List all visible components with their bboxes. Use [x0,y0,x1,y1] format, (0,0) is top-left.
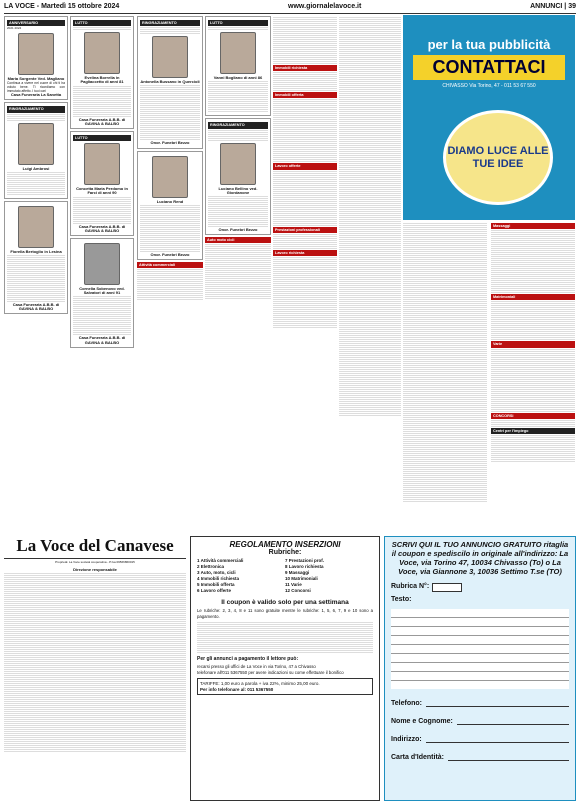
portrait-photo [84,32,120,74]
tariffe-text: TARIFFE: 1,00 euro a parola + iva 22%, minimo 25,00 euro. [200,681,320,686]
column-5 [273,16,337,329]
carta-identita-label: Carta d'Identità: [391,754,445,761]
ad-line-3: CHIVASSO Via Torino, 47 - 011 53 67 550 [442,83,536,89]
anniversario-text: Continua a vivere nel cuore di chi ti ha voluto bene. Ti ricordiamo con immutato affetto. I tuoi cari [7,81,65,94]
rubriche-title: Rubriche: [268,549,302,556]
regolamento-title: REGOLAMENTO INSERZIONI [229,540,341,549]
column-2 [70,16,134,350]
centri-impiego-title: Centri per l'impiego [491,428,575,434]
header-url[interactable]: www.giornalelavoce.it [288,3,362,10]
rubrica-label: Rubrica N°: [391,583,430,590]
col3-sign: Onor. Funebri Bezzo [218,227,258,233]
nome-label: Nome e Cognome: [391,718,453,725]
ringraziamento-box-2 [137,16,203,149]
ad-line-1: per la tua pubblicità [427,37,551,52]
testo-input[interactable] [391,609,569,689]
ringraziamento-title-2: RINGRAZIAMENTO [140,20,200,26]
indirizzo-field[interactable] [391,735,569,743]
telefono-input[interactable] [426,699,569,707]
luciano-sign: Onor. Funebri Bezzo [150,251,190,257]
indirizzo-label: Indirizzo: [391,736,422,743]
ringraziamento-sign-2: Onor. Funebri Bezzo [150,140,190,146]
pay-item-2: telefonare all'011 5367550 per avere indicazioni su come effettuare il bonifico [197,669,344,675]
rubrica-item: 10 Matrimoniali [285,576,318,581]
col7b [491,222,575,503]
coupon-title: Il coupon è valido solo per una settimana [221,599,349,606]
nome-field[interactable] [391,717,569,725]
fiorella-name: Fiorella Bertoglio in Lesina [10,248,62,254]
cornelia-name: Cornelia Sobenovo ved. Salvatori di anni 91 [79,286,125,296]
lavoro-offerte-title: Lavoro offerte [273,163,337,169]
ringraziamento-title: RINGRAZIAMENTO [7,106,65,112]
advertisement[interactable] [403,15,575,220]
testo-label: Testo: [391,596,412,603]
lutto-title-2: LUTTO [73,135,131,141]
anniversario-dates: 2021 2024 [7,26,22,31]
carta-identita-input[interactable] [448,753,569,761]
vanni-name: Vanni Bogliano di anni 86 [213,75,263,81]
lightbulb-icon [443,110,553,205]
info-text: Per info telefonare al: 011 5367550 [200,686,274,692]
portrait-photo [152,156,188,198]
portrait-photo [18,206,54,248]
luciano-box [137,151,203,260]
lutto-sign-1: Casa Funeraria A.B.B. di GAVINA & BALBO [78,116,126,126]
luciano-name: Luciano Rend [156,198,184,204]
direzione-title: Direzione responsabile [73,566,117,572]
lutto-name-1: Evelina Borrella in Pagliaccetto di anni 81 [80,75,124,85]
anniversario-name: Maria Sorgente Ved. Magliano [7,75,65,81]
rubrica-item: 8 Lavoro richiesta [285,564,324,569]
rubrica-item: 7 Prestazioni prof. [285,558,325,563]
concorsi-title: CONCORSI [491,413,575,419]
lutto-box-2 [70,131,134,236]
portrait-photo [84,243,120,285]
lutto-box-3 [205,16,271,116]
cornelia-sign: Casa Funeraria A.B.B. di GAVINA & BALBO [78,335,126,345]
portrait-photo [18,33,54,75]
page-header [4,3,576,14]
portrait-photo [18,123,54,165]
immobili-offerta-title: Immobili offerta [273,92,337,98]
portrait-photo [220,32,256,74]
lutto-title-3: LUTTO [208,20,268,26]
rubrica-item: 12 Concorsi [285,588,311,593]
masthead-title: La Voce del Canavese [4,536,186,559]
coupon-form [384,536,576,801]
prestazioni-title: Prestazioni professionali [273,227,337,233]
telefono-label: Telefono: [391,700,422,707]
rubrica-item: 11 Varie [285,582,302,587]
rubrica-item: 9 Massaggi [285,570,310,575]
column-3 [137,16,203,301]
lutto-box-1 [70,16,134,129]
attivita-title: Attività commerciali [137,262,203,268]
column-7 [403,222,575,503]
portrait-photo [84,143,120,185]
lutto-sign-2: Casa Funeraria A.B.B. di GAVINA & BALBO [78,223,126,233]
portrait-photo [152,36,188,78]
varie-title: Varie [491,341,575,347]
nome-input[interactable] [457,717,569,725]
tariffe-box [197,678,373,695]
header-left: LA VOCE - Martedì 15 ottobre 2024 [4,3,120,10]
rubrica-item: 2 Elettronica [197,564,225,569]
masthead-text: Proprietà: La Voce società cooperativa - P.Iva 09566860015 [55,560,135,564]
rubrica-item: 3 Auto, moto, cicli [197,570,236,575]
anniversario-box [4,16,68,100]
rubrica-field[interactable] [391,583,569,592]
ad-bulb-text: DIAMO LUCE ALLE TUE IDEE [447,144,549,170]
auto-moto-title: Auto moto cicli [205,237,271,243]
cornelia-box [70,238,134,348]
col7a [403,222,487,503]
ringraziamento-name-2: Antonella Bussano in Quercioli [140,79,200,85]
ringraziamento-box [4,102,68,198]
column-1 [4,16,68,316]
lutto-name-2: Concetta Maria Perdomo in Farci di anni 90 [76,186,128,196]
masthead-box [4,536,186,801]
ringraziamento-title-3: RINGRAZIAMENTO [208,122,268,128]
matrimoniali-title: Matrimoniali [491,294,575,300]
ringraziamento-name: Luigi Ambrosi [22,165,50,171]
pay-item-1: recarsi presso gli uffici de La Voce in via Torino, 47 a Chivasso [197,664,316,669]
rubriche-list [191,556,379,596]
rubrica-item: 5 Immobili offerta [197,582,235,587]
telefono-field[interactable] [391,699,569,707]
ringraziamento-box-3 [205,118,271,235]
indirizzo-input[interactable] [426,735,569,743]
luciano-bellino-name: Luciano Bellino ved. Giordanone [218,185,258,195]
rubrica-item: 6 Lavoro offerte [197,588,232,593]
fiorella-box [4,201,68,315]
lutto-title-1: LUTTO [73,20,131,26]
bottom-section [4,536,576,801]
coupon-text: Le rubriche: 2, 3, 4, 8 e 11 sono gratuite mentre le rubriche: 1, 5, 6, 7, 9 e 10 sono a pagamento. [197,608,373,619]
rubrica-item: 1 Attività commerciali [197,558,244,563]
pay-title: Per gli annunci a pagamento il lettore può: [197,656,299,662]
column-6 [339,16,401,417]
immobili-richiesta-title: Immobili richiesta [273,65,337,71]
column-4 [205,16,271,300]
anniversario-sign: Casa Funeraria La Sanetta [10,92,62,98]
lavoro-richiesta-title: Lavoro richiesta [273,250,337,256]
fiorella-sign: Casa Funeraria A.B.B. di GAVINA & BALBO [12,301,60,312]
coupon-heading: SCRIVI QUI IL TUO ANNUNCIO GRATUITO ritaglia il coupon e spediscilo in originale all'indirizzo: La Voce, via Torino 47, 10034 Chivasso (To) o La Voce, via Giannone 3, 10036 Settimo T.se (TO) [391,540,569,576]
anniversario-title: ANNIVERSARIO [7,20,65,26]
rubrica-input[interactable] [432,583,462,592]
regolamento-box [190,536,380,801]
ad-line-2: CONTATTACI [413,55,565,80]
portrait-photo [220,143,256,185]
carta-identita-field[interactable] [391,753,569,761]
header-right: ANNUNCI | 39 [530,3,576,10]
rubrica-item: 4 Immobili richiesta [197,576,240,581]
massaggi-title: Massaggi [491,223,575,229]
